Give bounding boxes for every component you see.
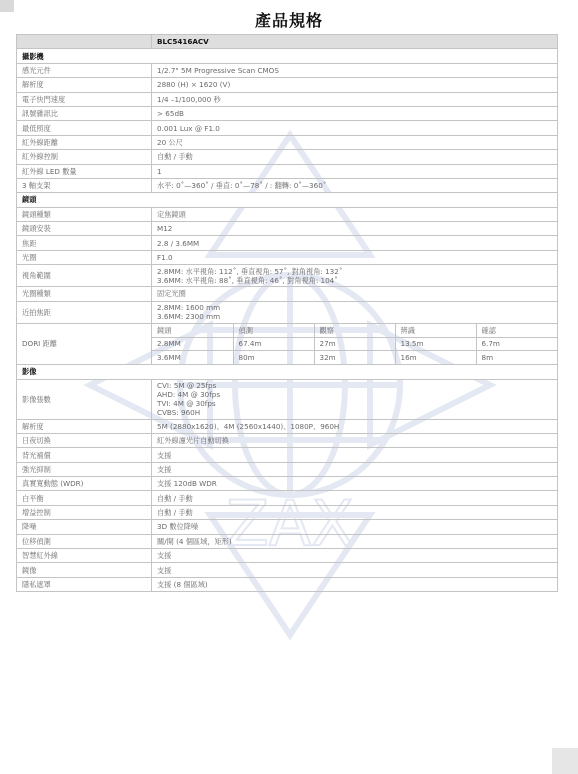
spec-label: 鏡頭種類 xyxy=(17,207,152,221)
spec-label: DORI 距離 xyxy=(17,323,152,365)
spec-label: 日夜切換 xyxy=(17,433,152,447)
spec-row xyxy=(17,534,558,548)
spec-value xyxy=(152,301,558,323)
dori-data-row xyxy=(152,351,557,365)
spec-label: 隱私遮罩 xyxy=(17,577,152,591)
spec-label: 鏡像 xyxy=(17,563,152,577)
section-title: 攝影機 xyxy=(17,49,558,63)
spec-label: 紅外線距離 xyxy=(17,135,152,149)
spec-value-line: AHD: 4M @ 30fps xyxy=(157,390,221,400)
spec-value: 3D 數位降噪 xyxy=(152,520,558,534)
dori-data-cell: 8m xyxy=(481,353,494,363)
spec-value-line: 3.6MM: 水平視角: 88˚, 垂直視角: 46˚, 對角視角: 104˚ xyxy=(157,275,338,285)
section-title: 影像 xyxy=(17,365,558,379)
spec-value-line: 3.6MM: 2300 mm xyxy=(157,312,221,322)
spec-value: 自動 / 手動 xyxy=(152,491,558,505)
spec-label: 背光補償 xyxy=(17,448,152,462)
spec-row xyxy=(17,236,558,250)
spec-row xyxy=(17,563,558,577)
spec-row xyxy=(17,577,558,591)
spec-value: F1.0 xyxy=(152,250,558,264)
spec-row xyxy=(17,121,558,135)
spec-label: 光圈種類 xyxy=(17,287,152,301)
spec-label: 鏡頭安裝 xyxy=(17,222,152,236)
spec-value: 支援 xyxy=(152,549,558,563)
spec-value: 支援 xyxy=(152,448,558,462)
dori-data-cell: 6.7m xyxy=(476,337,557,351)
dori-table xyxy=(152,324,557,365)
spec-value: 支援 xyxy=(152,462,558,476)
spec-label: 位移偵測 xyxy=(17,534,152,548)
spec-label: 紅外線 LED 數量 xyxy=(17,164,152,178)
spec-value: M12 xyxy=(152,222,558,236)
spec-label: 智慧紅外線 xyxy=(17,549,152,563)
section-header xyxy=(17,365,558,379)
spec-row xyxy=(17,207,558,221)
spec-label: 感光元件 xyxy=(17,63,152,77)
spec-value-line: TVI: 4M @ 30fps xyxy=(157,399,216,409)
spec-row xyxy=(17,433,558,447)
dori-data-cell: 3.6MM xyxy=(152,351,233,365)
dori-data-cell: 27m xyxy=(314,337,395,351)
spec-row xyxy=(17,549,558,563)
spec-value: 定焦鏡頭 xyxy=(152,207,558,221)
svg-text:ZAX: ZAX xyxy=(226,487,354,560)
spec-row xyxy=(17,135,558,149)
dori-header-row xyxy=(152,324,557,338)
spec-value: 支援 (8 個區域) xyxy=(152,577,558,591)
dori-data-cell: 32m xyxy=(314,351,395,365)
dori-data-cell: 2.8MM xyxy=(152,337,233,351)
section-header xyxy=(17,49,558,63)
spec-row xyxy=(17,78,558,92)
spec-row xyxy=(17,491,558,505)
spec-value: > 65dB xyxy=(152,106,558,120)
spec-value: 支援 120dB WDR xyxy=(152,477,558,491)
spec-label: 影像張數 xyxy=(17,379,152,419)
spec-value-line: CVBS: 960H xyxy=(157,408,201,418)
spec-row xyxy=(17,63,558,77)
spec-value-line: 2.8MM: 1600 mm xyxy=(157,303,221,313)
spec-value: 自動 / 手動 xyxy=(152,505,558,519)
spec-value: 1/2.7" 5M Progressive Scan CMOS xyxy=(152,63,558,77)
spec-row xyxy=(17,92,558,106)
dori-data-cell: 67.4m xyxy=(233,337,314,351)
model-name: BLC5416ACV xyxy=(152,35,558,49)
model-row xyxy=(17,35,558,49)
model-label-cell xyxy=(17,35,152,49)
dori-data-row xyxy=(152,337,557,351)
spec-label: 近拍焦距 xyxy=(17,301,152,323)
spec-table xyxy=(16,34,558,592)
spec-value-line: CVI: 5M @ 25fps xyxy=(157,381,217,391)
spec-row xyxy=(17,222,558,236)
spec-row xyxy=(17,520,558,534)
dori-row xyxy=(17,323,558,365)
spec-value: 固定光圈 xyxy=(152,287,558,301)
spec-value: 20 公尺 xyxy=(152,135,558,149)
spec-label: 解析度 xyxy=(17,78,152,92)
spec-value: 1 xyxy=(152,164,558,178)
dori-header-cell: 觀察 xyxy=(314,324,395,338)
spec-label: 視角範圍 xyxy=(17,265,152,287)
spec-value: 1/4 –1/100,000 秒 xyxy=(152,92,558,106)
spec-value: 0.001 Lux @ F1.0 xyxy=(152,121,558,135)
spec-label: 紅外線控制 xyxy=(17,150,152,164)
section-header xyxy=(17,193,558,207)
spec-row xyxy=(17,477,558,491)
spec-label: 降噪 xyxy=(17,520,152,534)
spec-value xyxy=(152,265,558,287)
spec-label: 3 軸支架 xyxy=(17,178,152,192)
spec-value: 水平: 0˚—360˚ / 垂直: 0˚—78˚ / : 翻轉: 0˚—360˚ xyxy=(152,178,558,192)
spec-row xyxy=(17,448,558,462)
spec-row xyxy=(17,379,558,419)
dori-header-cell: 鏡頭 xyxy=(152,324,233,338)
dori-header-cell: 確認 xyxy=(476,324,557,338)
spec-value xyxy=(152,379,558,419)
spec-value: 關/開 (4 個區域，矩形) xyxy=(152,534,558,548)
dori-data-cell: 80m xyxy=(233,351,314,365)
spec-label: 真實寬動態 (WDR) xyxy=(17,477,152,491)
dori-data-cell: 13.5m xyxy=(395,337,476,351)
spec-label: 強光抑制 xyxy=(17,462,152,476)
spec-value: 2.8 / 3.6MM xyxy=(152,236,558,250)
spec-value-line: 2.8MM: 水平視角: 112˚, 垂直視角: 57˚, 對角視角: 132˚ xyxy=(157,266,343,276)
spec-value: 5M (2880x1620)、4M (2560x1440)、1080P、960H xyxy=(152,419,558,433)
spec-row xyxy=(17,150,558,164)
spec-label: 光圈 xyxy=(17,250,152,264)
spec-label: 白平衡 xyxy=(17,491,152,505)
dori-data-cell: 16m xyxy=(395,351,476,365)
spec-label: 訊號雜訊比 xyxy=(17,106,152,120)
spec-label: 解析度 xyxy=(17,419,152,433)
spec-row xyxy=(17,250,558,264)
spec-value: 2880 (H) × 1620 (V) xyxy=(152,78,558,92)
spec-value: 支援 xyxy=(152,563,558,577)
spec-row xyxy=(17,419,558,433)
spec-row xyxy=(17,265,558,287)
dori-header-cell: 偵測 xyxy=(233,324,314,338)
page-curl xyxy=(552,748,578,774)
spec-row xyxy=(17,178,558,192)
dori-cell xyxy=(152,323,558,365)
spec-row xyxy=(17,462,558,476)
spec-value: 自動 / 手動 xyxy=(152,150,558,164)
dori-header-cell: 辨識 xyxy=(395,324,476,338)
spec-row xyxy=(17,106,558,120)
spec-label: 增益控制 xyxy=(17,505,152,519)
spec-row xyxy=(17,301,558,323)
section-title: 鏡頭 xyxy=(17,193,558,207)
spec-row xyxy=(17,164,558,178)
spec-value: 紅外線濾光片自動切換 xyxy=(152,433,558,447)
spec-row xyxy=(17,287,558,301)
spec-label: 電子快門速度 xyxy=(17,92,152,106)
spec-label: 焦距 xyxy=(17,236,152,250)
spec-row xyxy=(17,505,558,519)
spec-label: 最低照度 xyxy=(17,121,152,135)
page-title: 產品規格 xyxy=(254,11,323,30)
